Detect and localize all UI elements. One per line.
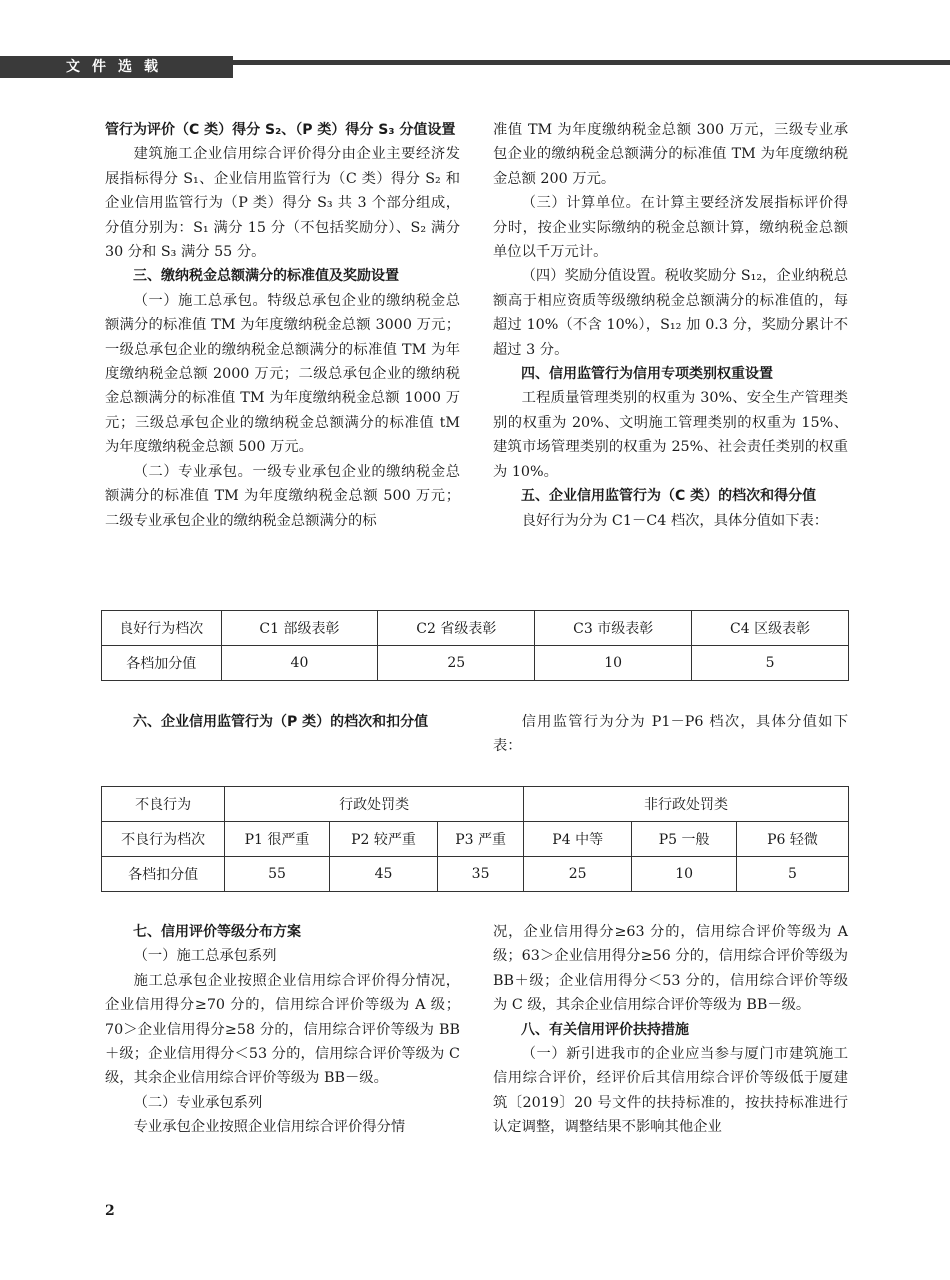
section-heading: 八、有关信用评价扶持措施 bbox=[521, 1021, 689, 1038]
table-cell: P3 严重 bbox=[438, 822, 524, 857]
left-column-3 bbox=[105, 920, 460, 1140]
table-cell: 5 bbox=[692, 646, 849, 681]
table-cell: C1 部级表彰 bbox=[221, 611, 378, 646]
table-cell: 良好行为档次 bbox=[102, 611, 222, 646]
table-cell: C2 省级表彰 bbox=[378, 611, 535, 646]
table-cell: 45 bbox=[329, 857, 437, 892]
table-cell: 25 bbox=[378, 646, 535, 681]
table-row bbox=[102, 822, 849, 857]
page-number: 2 bbox=[105, 1203, 115, 1219]
paragraph: （四）奖励分值设置。税收奖励分 S₁₂，企业纳税总额高于相应资质等级缴纳税金总额满分的标准值的，每超过 10%（不含 10%），S₁₂ 加 0.3 分，奖励分累计不超过 3 分。 bbox=[493, 268, 848, 358]
table-row bbox=[102, 857, 849, 892]
table-cell: 各档扣分值 bbox=[102, 857, 225, 892]
table-cell: C3 市级表彰 bbox=[535, 611, 692, 646]
table-cell: 40 bbox=[221, 646, 378, 681]
table-row bbox=[102, 611, 849, 646]
table-cell: 10 bbox=[535, 646, 692, 681]
table-cell: 行政处罚类 bbox=[225, 787, 524, 822]
paragraph: 信用监管行为分为 P1－P6 档次，具体分值如下表： bbox=[493, 714, 848, 755]
paragraph: 施工总承包企业按照企业信用综合评价得分情况，企业信用得分≥70 分的，信用综合评价等级为 A 级；70＞企业信用得分≥58 分的，信用综合评价等级为 BB＋级；企业信用得分＜53 分的，信用综合评价等级为 C 级，其余企业信用综合评价等级为 BB－级。 bbox=[105, 972, 460, 1087]
paragraph: （三）计算单位。在计算主要经济发展指标评价得分时，按企业实际缴纳的税金总额计算，缴纳税金总额单位以千万元计。 bbox=[493, 195, 848, 261]
section-heading: 三、缴纳税金总额满分的标准值及奖励设置 bbox=[133, 268, 399, 285]
section-title: 文件选载 bbox=[0, 56, 233, 78]
paragraph: （一）施工总承包系列 bbox=[133, 948, 277, 965]
table-cell: 25 bbox=[524, 857, 632, 892]
table-cell: C4 区级表彰 bbox=[692, 611, 849, 646]
table-cell: P4 中等 bbox=[524, 822, 632, 857]
paragraph: 专业承包企业按照企业信用综合评价得分情 bbox=[133, 1119, 406, 1136]
table-cell: P5 一般 bbox=[632, 822, 737, 857]
paragraph: 准值 TM 为年度缴纳税金总额 300 万元，三级专业承包企业的缴纳税金总额满分的标准值 TM 为年度缴纳税金总额 200 万元。 bbox=[493, 122, 848, 187]
paragraph: （二）专业承包。一级专业承包企业的缴纳税金总额满分的标准值 TM 为年度缴纳税金总额 500 万元；二级专业承包企业的缴纳税金总额满分的标 bbox=[105, 463, 460, 529]
table-cell: P6 轻微 bbox=[736, 822, 848, 857]
table-cell: P2 较严重 bbox=[329, 822, 437, 857]
section-heading: 四、信用监管行为信用专项类别权重设置 bbox=[521, 366, 773, 383]
table-row bbox=[102, 787, 849, 822]
table-row bbox=[102, 646, 849, 681]
paragraph: （二）专业承包系列 bbox=[133, 1094, 263, 1111]
left-column-2 bbox=[105, 710, 460, 734]
section-heading: 管行为评价（C 类）得分 S₂、（P 类）得分 S₃ 分值设置 bbox=[105, 122, 456, 138]
paragraph: 工程质量管理类别的权重为 30%、安全生产管理类别的权重为 20%、文明施工管理类别的权重为 15%、建筑市场管理类别的权重为 25%、社会责任类别的权重为 10%。 bbox=[493, 390, 848, 480]
table-cell: 不良行为档次 bbox=[102, 822, 225, 857]
table-cell: 5 bbox=[736, 857, 848, 892]
paragraph: （一）新引进我市的企业应当参与厦门市建筑施工信用综合评价，经评价后其信用综合评价等级低于厦建筑〔2019〕20 号文件的扶持标准的，按扶持标准进行认定调整，调整结果不影响其他企业 bbox=[493, 1046, 848, 1136]
table-cell: 35 bbox=[438, 857, 524, 892]
table-p-class-scores bbox=[101, 786, 849, 892]
section-heading: 七、信用评价等级分布方案 bbox=[133, 924, 301, 940]
table-cell: 10 bbox=[632, 857, 737, 892]
table-cell: 各档加分值 bbox=[102, 646, 222, 681]
paragraph: 况，企业信用得分≥63 分的，信用综合评价等级为 A 级；63＞企业信用得分≥56 分的，信用综合评价等级为 BB＋级；企业信用得分＜53 分的，信用综合评价等级为 C 级，其余企业信用综合评价等级为 BB－级。 bbox=[493, 924, 848, 1014]
right-column-3 bbox=[493, 920, 848, 1140]
section-heading: 五、企业信用监管行为（C 类）的档次和得分值 bbox=[521, 488, 817, 505]
paragraph: 良好行为分为 C1－C4 档次，具体分值如下表： bbox=[521, 512, 829, 529]
table-cell: 非行政处罚类 bbox=[524, 787, 849, 822]
table-cell: 55 bbox=[225, 857, 330, 892]
table-c-class-scores bbox=[101, 610, 849, 681]
table-cell: 不良行为 bbox=[102, 787, 225, 822]
paragraph: （一）施工总承包。特级总承包企业的缴纳税金总额满分的标准值 TM 为年度缴纳税金总额 3000 万元；一级总承包企业的缴纳税金总额满分的标准值 TM 为年度缴纳税金总额 2000 万元；二级总承包企业的缴纳税金总额满分的标准值 TM 为年度缴纳税金总额 1000 万元；三级总承包企业的缴纳税金总额满分的标准值 tM 为年度缴纳税金总额 500 万元。 bbox=[105, 292, 460, 456]
table-cell: P1 很严重 bbox=[225, 822, 330, 857]
right-column-2 bbox=[493, 710, 848, 759]
right-column-1 bbox=[493, 118, 848, 533]
paragraph: 建筑施工企业信用综合评价得分由企业主要经济发展指标得分 S₁、企业信用监管行为（C 类）得分 S₂ 和企业信用监管行为（P 类）得分 S₃ 共 3 个部分组成，分值分别为：S₁ 满分 15 分（不包括奖励分）、S₂ 满分 30 分和 S₃ 满分 55 分。 bbox=[105, 146, 460, 261]
section-heading: 六、企业信用监管行为（P 类）的档次和扣分值 bbox=[133, 714, 429, 730]
left-column-1 bbox=[105, 118, 460, 533]
